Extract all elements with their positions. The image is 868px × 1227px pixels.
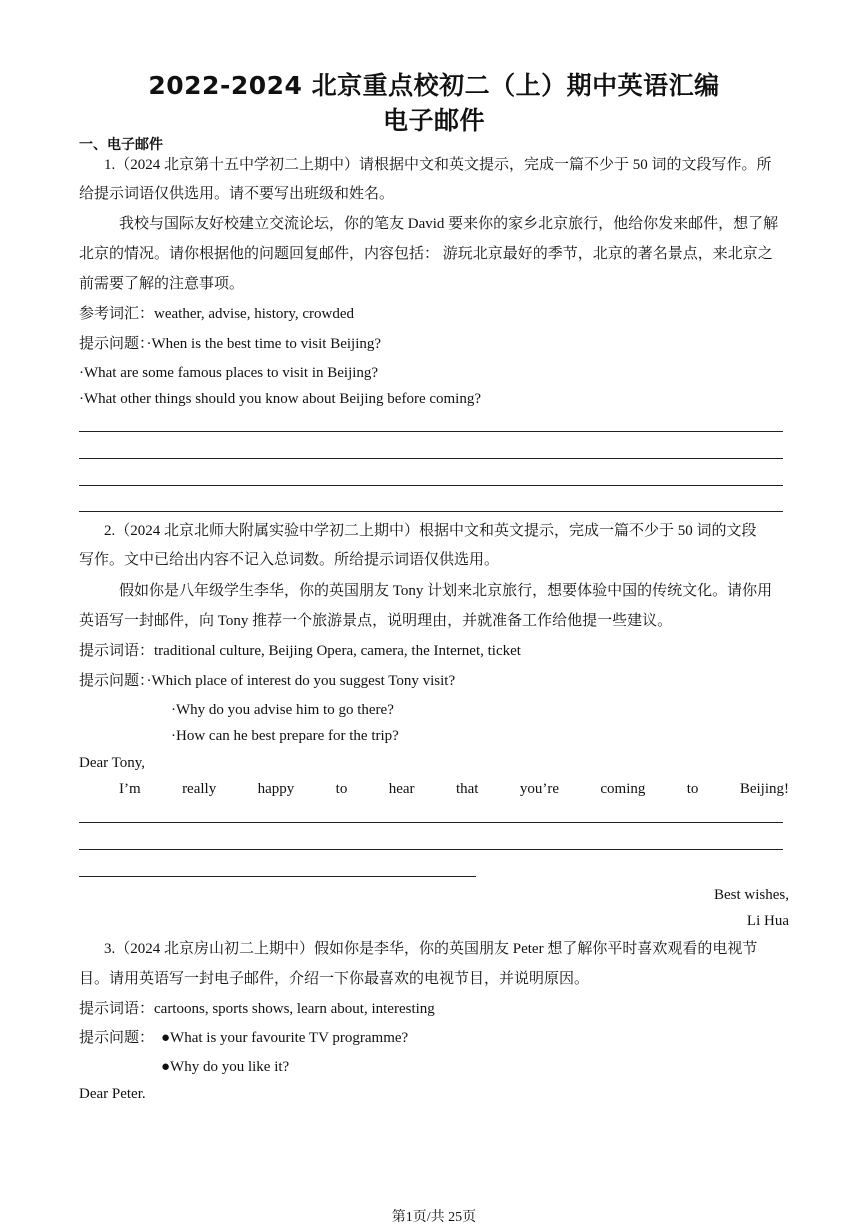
section-heading: 一、电子邮件 — [79, 137, 163, 153]
answer-line — [79, 876, 476, 877]
answer-line — [79, 822, 783, 823]
q2-line-2: 写作。文中已给出内容不记入总词数。所给提示词语仅供选用。 — [79, 552, 500, 568]
q1-prompt-1: 提示问题：·When is the best time to visit Beijing? — [79, 336, 382, 352]
opening-word: Beijing! — [739, 781, 789, 797]
document-subtitle: 电子邮件 — [382, 106, 485, 135]
q1-prompt-2: ·What are some famous places to visit in Beijing? — [79, 365, 379, 381]
opening-word: hear — [388, 781, 415, 797]
q2-salutation: Dear Tony, — [79, 755, 146, 771]
q2-closing: Best wishes, — [714, 887, 789, 903]
opening-word: to — [335, 781, 348, 797]
q3-prompt-label: 提示问题： — [79, 1030, 155, 1046]
q3-line-2: 目。请用英语写一封电子邮件，介绍一下你最喜欢的电视节目，并说明原因。 — [79, 971, 590, 987]
q2-line-3: 假如你是八年级学生李华，你的英国朋友 Tony 计划来北京旅行，想要体验中国的传统文化。请你用 — [119, 583, 773, 599]
q1-prompt-3: ·What other things should you know about Beijing before coming? — [79, 391, 482, 407]
answer-line — [79, 849, 783, 850]
q1-line-3: 我校与国际友好校建立交流论坛，你的笔友 David 要来你的家乡北京旅行，他给你发来邮件，想了解 — [119, 216, 779, 232]
opening-word: I’m — [119, 781, 141, 797]
answer-line — [79, 485, 783, 486]
answer-line — [79, 511, 783, 512]
q3-prompt-1: ●What is your favourite TV programme? — [161, 1030, 409, 1046]
q2-opening-sentence — [119, 780, 789, 798]
q2-vocab: 提示词语：traditional culture, Beijing Opera, camera, the Internet, ticket — [79, 643, 521, 659]
q2-signature: Li Hua — [746, 913, 789, 929]
q1-line-4: 北京的情况。请你根据他的问题回复邮件，内容包括： 游玩北京最好的季节，北京的著名景点，来北京之 — [79, 246, 773, 262]
q1-line-1: 1.（2024 北京第十五中学初二上期中）请根据中文和英文提示，完成一篇不少于 50 词的文段写作。所 — [104, 157, 772, 173]
q1-line-5: 前需要了解的注意事项。 — [79, 276, 245, 292]
q2-prompt-3: ·How can he best prepare for the trip? — [171, 728, 399, 744]
opening-word: happy — [257, 781, 295, 797]
q3-salutation: Dear Peter. — [79, 1086, 146, 1102]
answer-line — [79, 431, 783, 432]
answer-line — [79, 458, 783, 459]
opening-word: coming — [600, 781, 646, 797]
q3-line-1: 3.（2024 北京房山初二上期中）假如你是李华，你的英国朋友 Peter 想了解你平时喜欢观看的电视节 — [104, 941, 758, 957]
q2-line-1: 2.（2024 北京北师大附属实验中学初二上期中）根据中文和英文提示，完成一篇不少于 50 词的文段 — [104, 523, 757, 539]
q1-line-2: 给提示词语仅供选用。请不要写出班级和姓名。 — [79, 186, 395, 202]
document-title: 2022-2024 北京重点校初二（上）期中英语汇编 — [148, 71, 720, 100]
opening-word: you’re — [519, 781, 559, 797]
opening-word: really — [182, 781, 217, 797]
q1-vocab: 参考词汇：weather, advise, history, crowded — [79, 306, 355, 322]
opening-word: to — [686, 781, 699, 797]
page-footer: 第1页/共 25页 — [391, 1210, 477, 1225]
opening-word: that — [455, 781, 479, 797]
q3-vocab: 提示词语：cartoons, sports shows, learn about, interesting — [79, 1001, 435, 1017]
q2-line-4: 英语写一封邮件，向 Tony 推荐一个旅游景点，说明理由，并就准备工作给他提一些建议。 — [79, 613, 673, 629]
q3-prompt-2: ●Why do you like it? — [161, 1059, 290, 1075]
q2-prompt-1: 提示问题：·Which place of interest do you suggest Tony visit? — [79, 673, 456, 689]
q2-prompt-2: ·Why do you advise him to go there? — [171, 702, 394, 718]
